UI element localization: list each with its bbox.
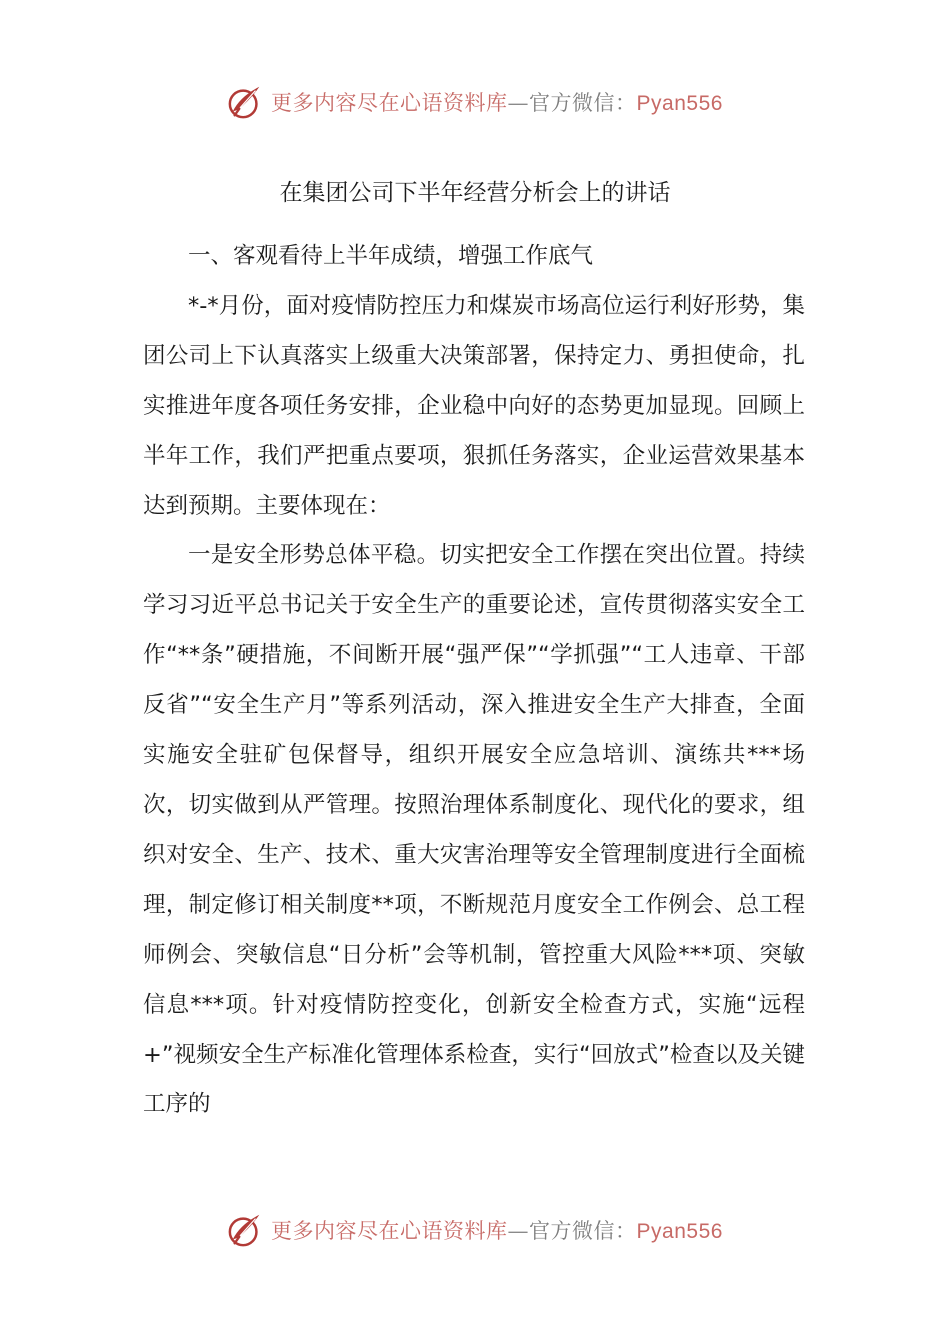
quill-pen-icon bbox=[227, 83, 265, 121]
banner-wechat-label: 官方微信： bbox=[529, 1219, 637, 1243]
banner-text bbox=[271, 1215, 723, 1245]
document-body bbox=[143, 232, 805, 1130]
section-heading: 一、客观看待上半年成绩，增强工作底气 bbox=[188, 243, 594, 269]
banner-wechat-id: Pyan556 bbox=[636, 92, 723, 115]
banner-text bbox=[271, 87, 723, 117]
quill-pen-icon bbox=[227, 1211, 265, 1249]
footer-banner bbox=[0, 1208, 950, 1252]
document-title: 在集团公司下半年经营分析会上的讲话 bbox=[279, 180, 671, 206]
banner-slogan: 更多内容尽在心语资料库 bbox=[271, 1219, 508, 1243]
banner-slogan: 更多内容尽在心语资料库 bbox=[271, 91, 508, 115]
banner-dash: — bbox=[507, 91, 530, 115]
paragraph-overview: *-*月份，面对疫情防控压力和煤炭市场高位运行利好形势，集团公司上下认真落实上级重大决策部署，保持定力、勇担使命，扎实推进年度各项任务安排，企业稳中向好的态势更加显现。回顾上半年工作，我们严把重点要项，狠抓任务落实，企业运营效果基本达到预期。主要体现在： bbox=[143, 292, 805, 519]
paragraph-safety: 一是安全形势总体平稳。切实把安全工作摆在突出位置。持续学习习近平总书记关于安全生产的重要论述，宣传贯彻落实安全工作“**条”硬措施，不间断开展“强严保”“学抓强”“工人违章、干部反省”“安全生产月”等系列活动，深入推进安全生产大排查，全面实施安全驻矿包保督导，组织开展安全应急培训、演练共***场次，切实做到从严管理。按照治理体系制度化、现代化的要求，组织对安全、生产、技术、重大灾害治理等安全管理制度进行全面梳理，制定修订相关制度**项，不断规范月度安全工作例会、总工程师例会、突敏信息“日分析”会等机制，管控重大风险***项、突敏信息***项。针对疫情防控变化，创新安全检查方式，实施“远程+”视频安全生产标准化管理体系检查，实行“回放式”检查以及关键工序的 bbox=[143, 542, 805, 1118]
header-banner bbox=[0, 80, 950, 124]
banner-dash: — bbox=[507, 1219, 530, 1243]
banner-wechat-label: 官方微信： bbox=[529, 91, 637, 115]
banner-wechat-id: Pyan556 bbox=[636, 1220, 723, 1243]
